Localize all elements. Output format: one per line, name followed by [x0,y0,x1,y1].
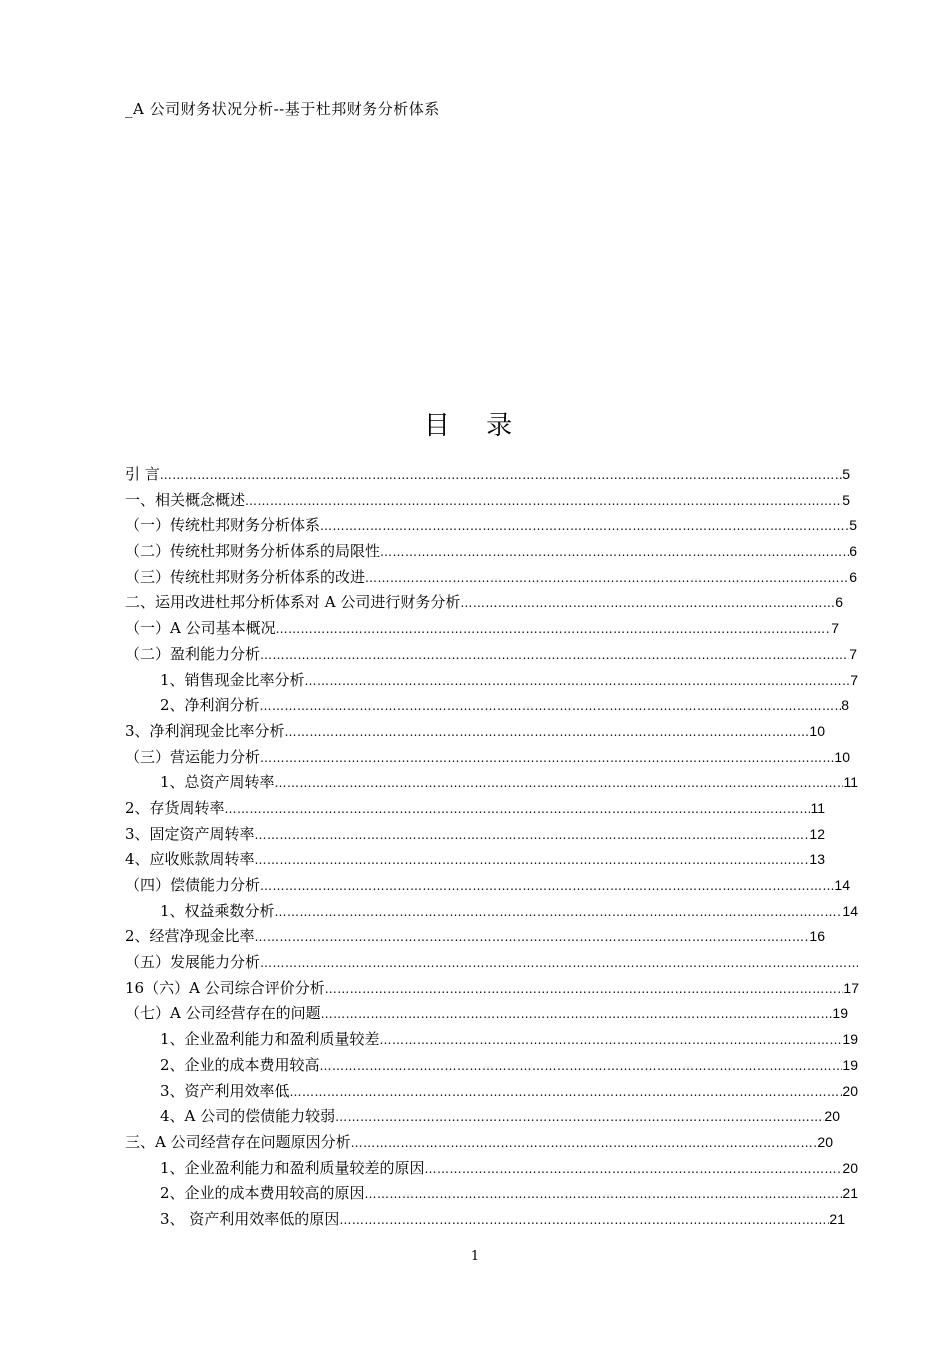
toc-entry-label: 二、运用改进杜邦分析体系对 A 公司进行财务分析 [125,593,461,612]
toc-entry-2[interactable] [125,513,885,539]
toc-entry-label: 3、 资产利用效率低的原因 [160,1209,340,1228]
toc-entry-page: 7 [849,645,857,662]
toc-entry-label: 2、净利润分析 [160,696,260,715]
toc-entry-page: 20 [817,1133,833,1150]
toc-entry-label: （四）偿债能力分析 [125,876,261,894]
toc-entry-page: 7 [831,620,839,637]
toc-entry-page: 20 [824,1108,840,1125]
toc-entry-22[interactable] [125,1027,885,1053]
toc-entry-6[interactable] [125,616,885,642]
toc-entry-13[interactable] [125,796,885,822]
toc-entry-label: （一）传统杜邦财务分析体系 [125,516,321,535]
toc-entry-label: 2、经营净现金比率 [125,927,255,946]
toc-entry-11[interactable] [125,745,885,771]
toc-entry-17[interactable] [125,899,885,925]
table-of-contents [125,462,885,1233]
toc-entry-page: 11 [810,799,825,816]
document-header: _A 公司财务状况分析--基于杜邦财务分析体系 [125,100,440,118]
toc-entry-28[interactable] [125,1181,885,1207]
toc-entry-page: 12 [809,825,825,842]
toc-entry-label: 16（六）A 公司综合评价分析 [125,978,325,997]
toc-entry-18[interactable] [125,924,885,950]
toc-entry-26[interactable] [125,1130,885,1156]
toc-entry-label: 引 言 [125,465,160,483]
toc-entry-9[interactable] [125,693,885,719]
toc-entry-label: 2、企业的成本费用较高 [160,1055,320,1074]
toc-entry-page: 19 [842,1056,858,1073]
toc-entry-page: 5 [849,517,857,534]
toc-entry-label: 3、净利润现金比率分析 [125,721,285,740]
toc-entry-page: 13 [809,851,825,868]
toc-entry-20[interactable] [125,976,885,1002]
toc-entry-label: 三、A 公司经营存在问题原因分析 [125,1132,351,1151]
toc-entry-24[interactable] [125,1079,885,1105]
toc-entry-label: 3、固定资产周转率 [125,824,255,843]
toc-entry-label: 1、企业盈利能力和盈利质量较差的原因 [160,1158,425,1177]
toc-entry-label: 1、总资产周转率 [160,773,275,792]
toc-entry-label: 4、应收账款周转率 [125,850,255,869]
toc-entry-page: 21 [829,1210,845,1227]
toc-entry-23[interactable] [125,1053,885,1079]
toc-entry-label: 1、企业盈利能力和盈利质量较差 [160,1030,380,1049]
toc-entry-page: 19 [842,1031,858,1048]
toc-entry-label: （二）传统杜邦财务分析体系的局限性 [125,542,381,561]
toc-entry-page: 20 [842,1082,858,1099]
toc-entry-5[interactable] [125,590,885,616]
toc-entry-page: 21 [842,1185,858,1202]
toc-entry-12[interactable] [125,770,885,796]
toc-entry-page: 20 [842,1159,858,1176]
toc-entry-label: （三）营运能力分析 [125,747,261,766]
toc-entry-1[interactable] [125,488,885,514]
toc-entry-8[interactable] [125,668,885,694]
toc-entry-page: 10 [834,748,850,765]
toc-entry-7[interactable] [125,642,885,668]
toc-entry-14[interactable] [125,822,885,848]
toc-entry-label: （五）发展能力分析 [125,953,261,972]
toc-entry-25[interactable] [125,1104,885,1130]
toc-entry-4[interactable] [125,565,885,591]
toc-entry-page: 14 [842,902,858,919]
toc-entry-page: 5 [842,466,850,482]
toc-entry-19[interactable] [125,950,885,976]
toc-entry-page: 16 [809,928,825,945]
toc-entry-label: （七）A 公司经营存在的问题 [125,1004,321,1023]
toc-entry-page: 10 [809,722,825,739]
toc-entry-27[interactable] [125,1156,885,1182]
toc-entry-label: （一）A 公司基本概况 [125,619,276,638]
page-number: 1 [470,1249,480,1264]
toc-entry-label: （二）盈利能力分析 [125,644,261,663]
toc-entry-page: 7 [850,671,858,688]
toc-entry-page: 11 [843,774,858,791]
toc-entry-page: 17 [843,979,859,996]
toc-entry-page: 8 [841,697,849,714]
toc-entry-label: 4、A 公司的偿债能力较弱 [160,1107,336,1126]
toc-entry-29[interactable] [125,1207,885,1233]
toc-entry-0[interactable] [125,462,885,488]
toc-entry-label: 3、资产利用效率低 [160,1081,290,1100]
toc-entry-10[interactable] [125,719,885,745]
toc-entry-page: 6 [835,594,843,611]
toc-entry-3[interactable] [125,539,885,565]
toc-entry-page: 19 [832,1005,848,1022]
toc-entry-label: 1、销售现金比率分析 [160,670,305,689]
toc-entry-label: 一、相关概念概述 [125,490,246,509]
toc-entry-15[interactable] [125,847,885,873]
toc-entry-21[interactable] [125,1001,885,1027]
toc-entry-label: 1、权益乘数分析 [160,901,275,920]
toc-entry-16[interactable] [125,873,885,899]
toc-entry-label: （三）传统杜邦财务分析体系的改进 [125,567,366,586]
toc-entry-page: 6 [849,568,857,585]
toc-entry-page: 6 [849,543,857,560]
toc-entry-label: 2、存货周转率 [125,798,225,817]
toc-entry-page: 5 [842,491,850,508]
toc-title: 目 录 [423,411,527,441]
toc-entry-label: 2、企业的成本费用较高的原因 [160,1184,365,1203]
toc-entry-page: 14 [834,877,850,893]
